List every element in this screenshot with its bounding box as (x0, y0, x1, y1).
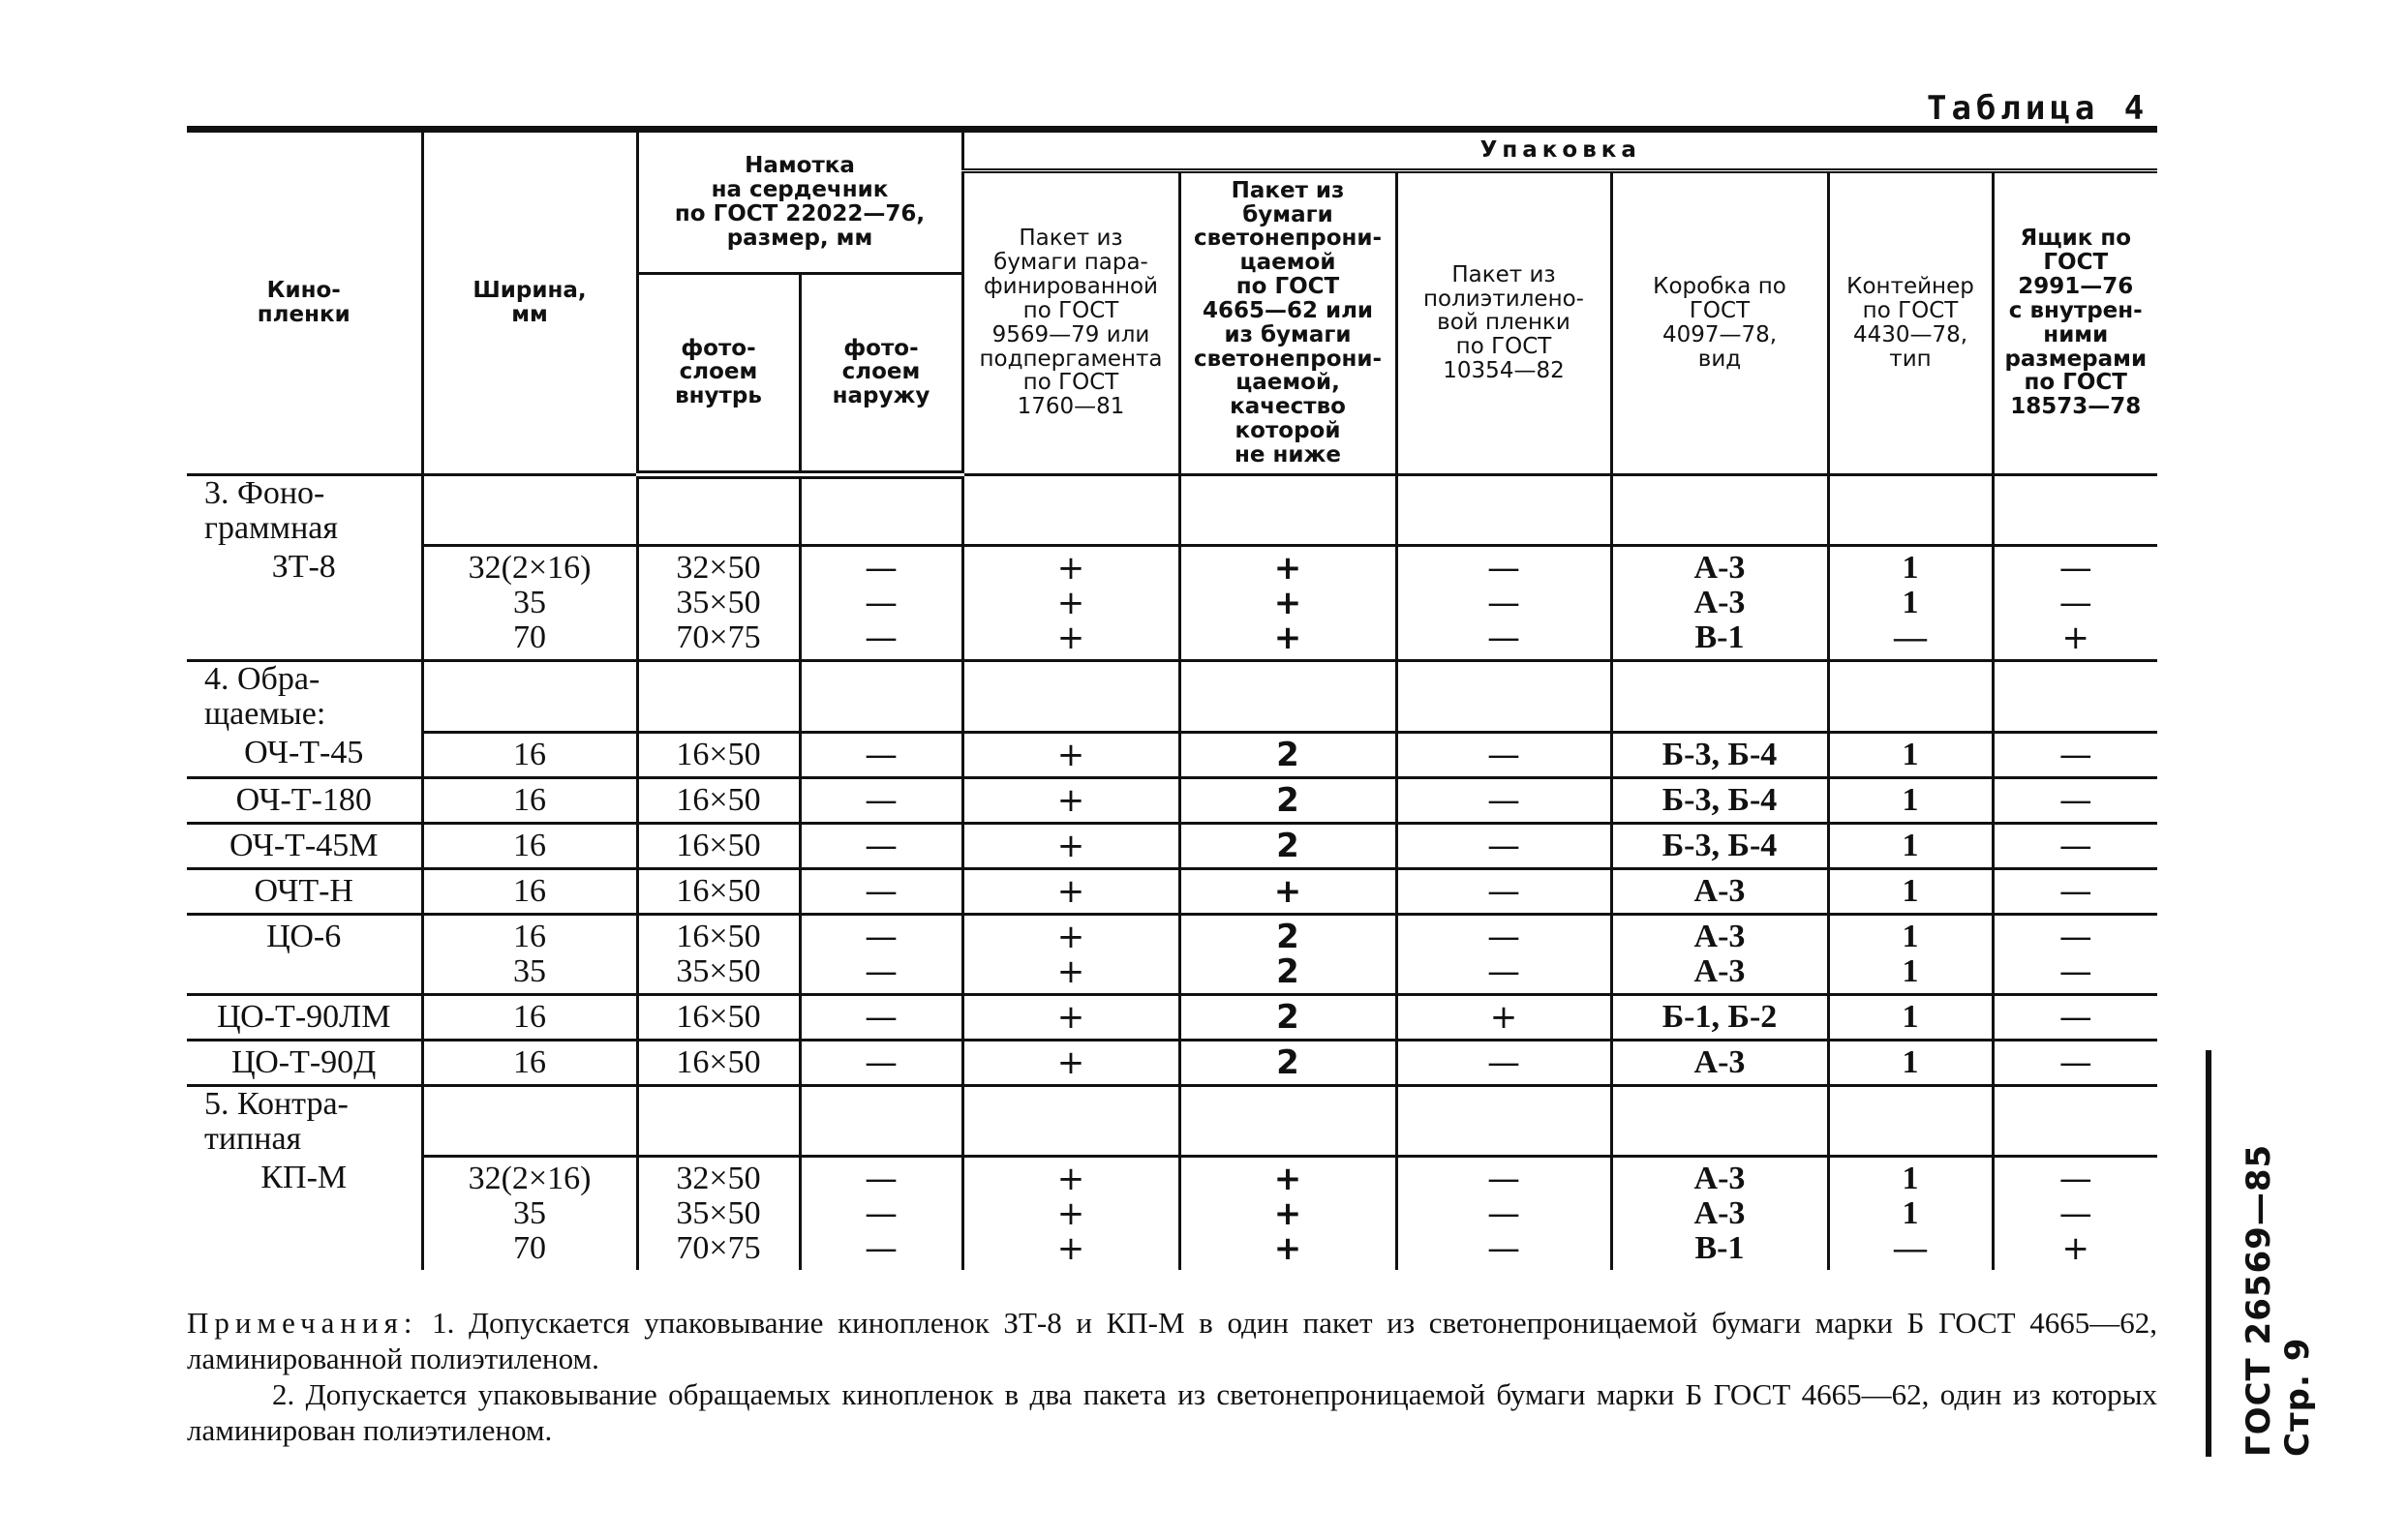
box-cell: Б-3, Б-4 (1611, 777, 1828, 823)
winding-inside-cell: 16×50 (637, 1040, 800, 1085)
film-name-cell: ОЧТ-Н (187, 868, 422, 914)
header-inside: фото- слоем внутрь (637, 273, 800, 474)
film-name-cell: ЗТ-8 (187, 546, 422, 661)
group-header-empty-cell (1396, 661, 1611, 733)
pkg-poly-cell: — — — (1396, 546, 1611, 661)
box-cell: А-3 (1611, 868, 1828, 914)
winding-inside-cell: 16×50 (637, 732, 800, 777)
container-cell: 1 1 (1828, 914, 1993, 994)
winding-inside-cell: 16×50 (637, 994, 800, 1040)
pkg-paraffin-cell: + + + (962, 1157, 1179, 1271)
table-row (187, 914, 2157, 994)
group-header-empty-cell (1396, 474, 1611, 546)
side-header: ГОСТ 26569—85 Стр. 9 (2240, 1143, 2317, 1457)
header-crate: Ящик по ГОСТ 2991—76 с внутрен- ними размерами по ГОСТ 18573—78 (1993, 170, 2157, 474)
winding-outside-cell: — (800, 994, 962, 1040)
group-header-empty-cell (1828, 1085, 1993, 1157)
pkg-lightproof-cell: 2 (1179, 823, 1396, 868)
pkg-lightproof-cell: + + + (1179, 546, 1396, 661)
group-header-empty-cell (962, 474, 1179, 546)
group-header-empty-cell (1993, 1085, 2157, 1157)
width-cell: 16 (422, 868, 637, 914)
group-header-empty-cell (1828, 661, 1993, 733)
pkg-lightproof-cell: + + + (1179, 1157, 1396, 1271)
width-cell: 32(2×16) 35 70 (422, 1157, 637, 1271)
container-cell: 1 (1828, 868, 1993, 914)
pkg-paraffin-cell: + (962, 868, 1179, 914)
box-cell: А-3 А-3 В-1 (1611, 546, 1828, 661)
box-cell: Б-3, Б-4 (1611, 823, 1828, 868)
notes (187, 1305, 2157, 1448)
header-film: Кино- пленки (187, 133, 422, 474)
group-header-empty-cell (422, 474, 637, 546)
pkg-paraffin-cell: + + (962, 914, 1179, 994)
film-name-cell: ЦО-6 (187, 914, 422, 994)
winding-inside-cell: 32×50 35×50 70×75 (637, 546, 800, 661)
group-header-empty-cell (1611, 474, 1828, 546)
film-name-cell: КП-М (187, 1157, 422, 1271)
table-body (187, 474, 2157, 1270)
table-label: Таблица 4 (1927, 89, 2149, 128)
group-header-empty-cell (962, 1085, 1179, 1157)
container-cell: 1 (1828, 994, 1993, 1040)
pkg-lightproof-cell: 2 (1179, 1040, 1396, 1085)
crate-cell: — (1993, 777, 2157, 823)
header-winding: Намотка на сердечник по ГОСТ 22022—76, размер, мм (637, 133, 962, 273)
table-row (187, 732, 2157, 777)
group-header-empty-cell (637, 474, 800, 546)
group-title: 4. Обра- щаемые: (187, 661, 422, 733)
pkg-lightproof-cell: 2 (1179, 777, 1396, 823)
crate-cell: — (1993, 732, 2157, 777)
pkg-poly-cell: + (1396, 994, 1611, 1040)
winding-inside-cell: 16×50 (637, 868, 800, 914)
pkg-paraffin-cell: + (962, 732, 1179, 777)
pkg-poly-cell: — (1396, 777, 1611, 823)
group-header-row (187, 1085, 2157, 1157)
pkg-lightproof-cell: 2 2 (1179, 914, 1396, 994)
side-rule (2206, 1050, 2236, 1457)
box-cell: Б-1, Б-2 (1611, 994, 1828, 1040)
container-cell: 1 1 — (1828, 1157, 1993, 1271)
crate-cell: — — + (1993, 1157, 2157, 1271)
film-name-cell: ЦО-Т-90Д (187, 1040, 422, 1085)
note-1 (187, 1305, 2157, 1376)
group-header-row (187, 661, 2157, 733)
pkg-paraffin-cell: + (962, 1040, 1179, 1085)
width-cell: 16 (422, 732, 637, 777)
table-row (187, 1040, 2157, 1085)
note-2: 2. Допускается упаковывание обращаемых кинопленок в два пакета из светонепроницаемой бумаги марки Б ГОСТ 4665—62, один из которых ламинирован полиэтиленом. (187, 1377, 2157, 1447)
crate-cell: — — + (1993, 546, 2157, 661)
group-header-empty-cell (637, 1085, 800, 1157)
container-cell: 1 1 — (1828, 546, 1993, 661)
winding-inside-cell: 16×50 35×50 (637, 914, 800, 994)
group-header-empty-cell (962, 661, 1179, 733)
header-pkg-paraffin: Пакет из бумаги пара- финированной по ГОСТ 9569—79 или подпергамента по ГОСТ 1760—81 (962, 170, 1179, 474)
width-cell: 16 (422, 823, 637, 868)
group-header-empty-cell (1179, 661, 1396, 733)
width-cell: 16 (422, 777, 637, 823)
winding-outside-cell: — — — (800, 1157, 962, 1271)
group-header-empty-cell (800, 661, 962, 733)
group-header-empty-cell (800, 1085, 962, 1157)
winding-outside-cell: — (800, 868, 962, 914)
crate-cell: — — (1993, 914, 2157, 994)
group-header-empty-cell (1179, 474, 1396, 546)
crate-cell: — (1993, 994, 2157, 1040)
table-row (187, 868, 2157, 914)
group-header-empty-cell (1179, 1085, 1396, 1157)
group-header-empty-cell (1611, 661, 1828, 733)
header-width: Ширина, мм (422, 133, 637, 474)
table-row (187, 994, 2157, 1040)
header-outside: фото- слоем наружу (800, 273, 962, 474)
group-header-empty-cell (422, 661, 637, 733)
crate-cell: — (1993, 823, 2157, 868)
table-row (187, 1157, 2157, 1271)
pkg-poly-cell: — (1396, 1040, 1611, 1085)
pkg-poly-cell: — — — (1396, 1157, 1611, 1271)
winding-inside-cell: 16×50 (637, 777, 800, 823)
header-pkg-poly: Пакет из полиэтилено- вой пленки по ГОСТ 10354—82 (1396, 170, 1611, 474)
box-cell: А-3 А-3 В-1 (1611, 1157, 1828, 1271)
film-name-cell: ЦО-Т-90ЛМ (187, 994, 422, 1040)
film-name-cell: ОЧ-Т-45М (187, 823, 422, 868)
notes-label: Примечания: (187, 1306, 418, 1340)
winding-outside-cell: — (800, 732, 962, 777)
container-cell: 1 (1828, 823, 1993, 868)
table-row (187, 777, 2157, 823)
group-title: 5. Контра- типная (187, 1085, 422, 1157)
container-cell: 1 (1828, 732, 1993, 777)
pkg-poly-cell: — (1396, 823, 1611, 868)
winding-outside-cell: — (800, 823, 962, 868)
winding-outside-cell: — (800, 1040, 962, 1085)
pkg-poly-cell: — (1396, 732, 1611, 777)
note-1-text: 1. Допускается упаковывание кинопленок ЗТ-8 и КП-М в один пакет из светонепроницаемой бумаги марки Б ГОСТ 4665—62, ламинированной полиэтиленом. (187, 1306, 2157, 1375)
group-header-empty-cell (1396, 1085, 1611, 1157)
table-row (187, 823, 2157, 868)
group-header-empty-cell (1828, 474, 1993, 546)
group-header-empty-cell (637, 661, 800, 733)
header-packaging: Упаковка (962, 133, 2157, 170)
header-box: Коробка по ГОСТ 4097—78, вид (1611, 170, 1828, 474)
group-header-row (187, 474, 2157, 546)
winding-inside-cell: 16×50 (637, 823, 800, 868)
group-header-empty-cell (422, 1085, 637, 1157)
pkg-lightproof-cell: + (1179, 868, 1396, 914)
group-header-empty-cell (1611, 1085, 1828, 1157)
pkg-poly-cell: — (1396, 868, 1611, 914)
crate-cell: — (1993, 1040, 2157, 1085)
pkg-poly-cell: — — (1396, 914, 1611, 994)
width-cell: 16 (422, 1040, 637, 1085)
table-top-rule (187, 126, 2157, 133)
winding-outside-cell: — (800, 777, 962, 823)
table-row (187, 546, 2157, 661)
header-container: Контейнер по ГОСТ 4430—78, тип (1828, 170, 1993, 474)
pkg-lightproof-cell: 2 (1179, 994, 1396, 1040)
winding-outside-cell: — — (800, 914, 962, 994)
pkg-paraffin-cell: + (962, 994, 1179, 1040)
group-header-empty-cell (1993, 474, 2157, 546)
film-name-cell: ОЧ-Т-180 (187, 777, 422, 823)
width-cell: 16 (422, 994, 637, 1040)
container-cell: 1 (1828, 777, 1993, 823)
width-cell: 16 35 (422, 914, 637, 994)
winding-inside-cell: 32×50 35×50 70×75 (637, 1157, 800, 1271)
crate-cell: — (1993, 868, 2157, 914)
pkg-paraffin-cell: + (962, 823, 1179, 868)
box-cell: А-3 (1611, 1040, 1828, 1085)
header-pkg-lightproof: Пакет из бумаги светонепрони- цаемой по ГОСТ 4665—62 или из бумаги светонепрони- цаемой, качество которой не ниже (1179, 170, 1396, 474)
group-header-empty-cell (800, 474, 962, 546)
winding-outside-cell: — — — (800, 546, 962, 661)
pkg-paraffin-cell: + + + (962, 546, 1179, 661)
pkg-paraffin-cell: + (962, 777, 1179, 823)
group-title: 3. Фоно- граммная (187, 474, 422, 546)
group-header-empty-cell (1993, 661, 2157, 733)
container-cell: 1 (1828, 1040, 1993, 1085)
box-cell: А-3 А-3 (1611, 914, 1828, 994)
film-name-cell: ОЧ-Т-45 (187, 732, 422, 777)
box-cell: Б-3, Б-4 (1611, 732, 1828, 777)
packaging-table (187, 126, 2157, 1270)
width-cell: 32(2×16) 35 70 (422, 546, 637, 661)
pkg-lightproof-cell: 2 (1179, 732, 1396, 777)
